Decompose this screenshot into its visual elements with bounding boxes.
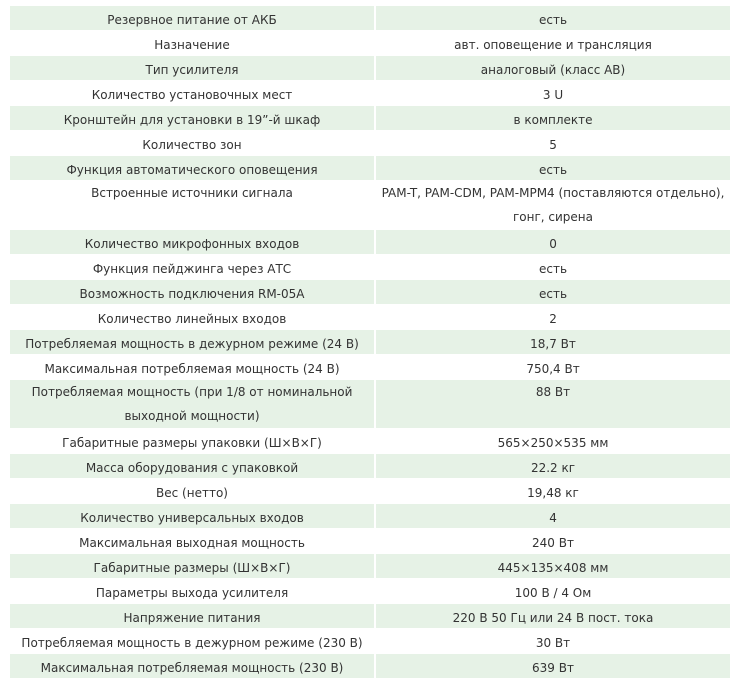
spec-row xyxy=(10,6,730,31)
spec-value: 19,48 кг xyxy=(376,479,730,504)
spec-table xyxy=(10,6,730,679)
spec-value: 5 xyxy=(376,131,730,156)
spec-row xyxy=(10,156,730,181)
spec-value: 100 В / 4 Ом xyxy=(376,579,730,604)
spec-key: Максимальная выходная мощность xyxy=(10,529,376,554)
spec-key: Назначение xyxy=(10,31,376,56)
spec-key: Кронштейн для установки в 19”-й шкаф xyxy=(10,106,376,131)
spec-key: Потребляемая мощность (при 1/8 от номинальной выходной мощности) xyxy=(10,380,376,429)
spec-key: Потребляемая мощность в дежурном режиме (230 В) xyxy=(10,629,376,654)
spec-value: 240 Вт xyxy=(376,529,730,554)
spec-value: есть xyxy=(376,156,730,181)
spec-row xyxy=(10,554,730,579)
spec-key: Потребляемая мощность в дежурном режиме (24 В) xyxy=(10,330,376,355)
spec-value: есть xyxy=(376,280,730,305)
spec-key: Встроенные источники сигнала xyxy=(10,181,376,230)
spec-row xyxy=(10,131,730,156)
spec-row xyxy=(10,230,730,255)
spec-row xyxy=(10,81,730,106)
spec-row xyxy=(10,305,730,330)
spec-row xyxy=(10,529,730,554)
spec-row xyxy=(10,181,730,230)
spec-key: Габаритные размеры (Ш×В×Г) xyxy=(10,554,376,579)
spec-key: Напряжение питания xyxy=(10,604,376,629)
spec-key: Параметры выхода усилителя xyxy=(10,579,376,604)
spec-row xyxy=(10,355,730,380)
spec-row xyxy=(10,31,730,56)
spec-row xyxy=(10,579,730,604)
spec-row xyxy=(10,106,730,131)
spec-key: Количество микрофонных входов xyxy=(10,230,376,255)
spec-key: Количество универсальных входов xyxy=(10,504,376,529)
spec-value: 88 Вт xyxy=(376,380,730,429)
spec-value: в комплекте xyxy=(376,106,730,131)
spec-row xyxy=(10,629,730,654)
spec-row xyxy=(10,504,730,529)
spec-value: 565×250×535 мм xyxy=(376,429,730,454)
spec-key: Масса оборудования с упаковкой xyxy=(10,454,376,479)
spec-value: 4 xyxy=(376,504,730,529)
spec-row xyxy=(10,479,730,504)
spec-value: аналоговый (класс AB) xyxy=(376,56,730,81)
spec-value: 3 U xyxy=(376,81,730,106)
spec-key: Резервное питание от АКБ xyxy=(10,6,376,31)
spec-key: Максимальная потребляемая мощность (230 В) xyxy=(10,654,376,679)
spec-row xyxy=(10,454,730,479)
spec-row xyxy=(10,330,730,355)
spec-key: Количество зон xyxy=(10,131,376,156)
spec-key: Функция автоматического оповещения xyxy=(10,156,376,181)
spec-key: Количество линейных входов xyxy=(10,305,376,330)
spec-value: есть xyxy=(376,255,730,280)
spec-row xyxy=(10,280,730,305)
spec-key: Максимальная потребляемая мощность (24 В) xyxy=(10,355,376,380)
spec-value: 2 xyxy=(376,305,730,330)
spec-row xyxy=(10,255,730,280)
spec-value: 18,7 Вт xyxy=(376,330,730,355)
spec-value: 750,4 Вт xyxy=(376,355,730,380)
spec-table-body xyxy=(10,6,730,679)
spec-key: Тип усилителя xyxy=(10,56,376,81)
spec-key: Функция пейджинга через АТС xyxy=(10,255,376,280)
spec-row xyxy=(10,56,730,81)
spec-key: Возможность подключения RM-05A xyxy=(10,280,376,305)
spec-row xyxy=(10,429,730,454)
spec-key: Количество установочных мест xyxy=(10,81,376,106)
spec-value: 639 Вт xyxy=(376,654,730,679)
spec-value: авт. оповещение и трансляция xyxy=(376,31,730,56)
spec-value: есть xyxy=(376,6,730,31)
spec-row xyxy=(10,604,730,629)
spec-row xyxy=(10,380,730,429)
spec-row xyxy=(10,654,730,679)
spec-value: 445×135×408 мм xyxy=(376,554,730,579)
spec-value: PAM-T, PAM-CDM, PAM-MPM4 (поставляются отдельно), гонг, сирена xyxy=(376,181,730,230)
spec-value: 0 xyxy=(376,230,730,255)
spec-value: 30 Вт xyxy=(376,629,730,654)
spec-key: Габаритные размеры упаковки (Ш×В×Г) xyxy=(10,429,376,454)
spec-value: 22.2 кг xyxy=(376,454,730,479)
spec-key: Вес (нетто) xyxy=(10,479,376,504)
spec-value: 220 В 50 Гц или 24 В пост. тока xyxy=(376,604,730,629)
